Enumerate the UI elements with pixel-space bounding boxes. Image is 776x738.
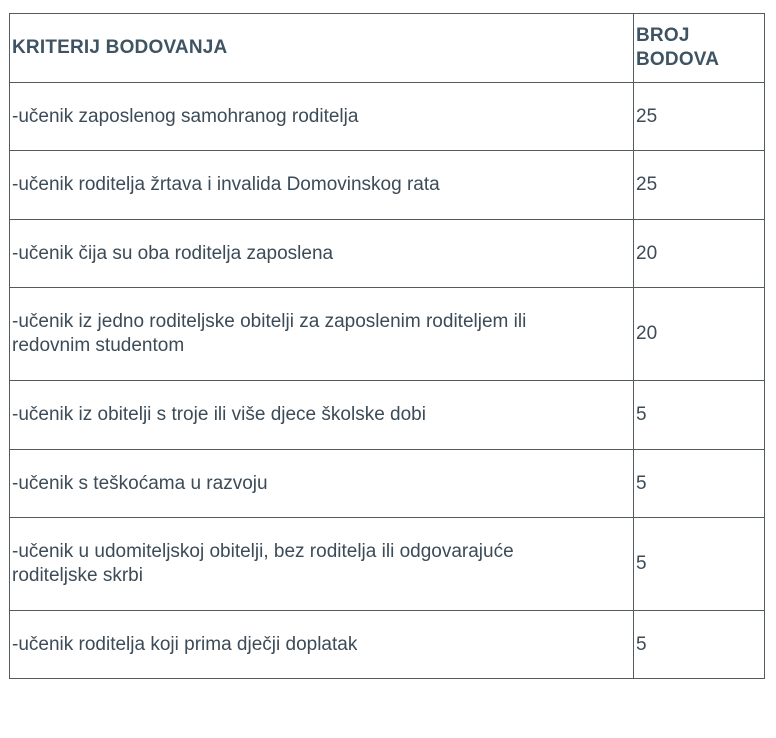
points-cell (634, 450, 765, 518)
table-row (10, 611, 765, 679)
points-value: 5 (636, 633, 647, 655)
points-cell (634, 83, 765, 151)
criterion-text-line2: roditeljske skrbi (12, 565, 143, 586)
criterion-cell (10, 450, 634, 518)
points-value: 5 (636, 472, 647, 494)
criterion-text-line2: redovnim studentom (12, 335, 185, 356)
header-points (634, 14, 765, 83)
header-points-line1: BROJ (636, 25, 690, 46)
header-points-line2: BODOVA (636, 49, 720, 70)
criterion-text: -učenik roditelja koji prima dječji doplatak (12, 633, 358, 655)
points-value: 20 (636, 323, 658, 344)
points-value: 25 (636, 105, 658, 127)
criterion-text: -učenik zaposlenog samohranog roditelja (12, 105, 359, 127)
criterion-text: -učenik roditelja žrtava i invalida Domovinskog rata (12, 174, 440, 195)
table-header-row (10, 14, 765, 83)
table-row (10, 151, 765, 220)
criterion-cell (10, 83, 634, 151)
table-row (10, 518, 765, 611)
criterion-text-line1: -učenik u udomiteljskoj obitelji, bez roditelja ili odgovarajuće (12, 541, 514, 562)
points-value: 5 (636, 553, 647, 574)
table-row (10, 288, 765, 381)
table-row (10, 83, 765, 151)
points-value: 20 (636, 242, 658, 264)
criterion-text-line1: -učenik iz jedno roditeljske obitelji za zaposlenim roditeljem ili (12, 311, 527, 332)
points-value: 25 (636, 174, 658, 195)
points-cell (634, 288, 765, 381)
criterion-cell (10, 518, 634, 611)
criterion-text: -učenik iz obitelji s troje ili više djece školske dobi (12, 404, 426, 425)
criterion-cell (10, 611, 634, 679)
points-cell (634, 220, 765, 288)
criterion-cell (10, 288, 634, 381)
header-criterion (10, 14, 634, 83)
table-row (10, 381, 765, 450)
criterion-cell (10, 381, 634, 450)
points-cell (634, 381, 765, 450)
points-cell (634, 611, 765, 679)
points-cell (634, 151, 765, 220)
criterion-text: -učenik čija su oba roditelja zaposlena (12, 242, 334, 264)
scoring-criteria-table (9, 13, 765, 679)
criterion-cell (10, 151, 634, 220)
header-criterion-label: KRITERIJ BODOVANJA (12, 37, 228, 58)
criterion-cell (10, 220, 634, 288)
criterion-text: -učenik s teškoćama u razvoju (12, 472, 268, 494)
points-cell (634, 518, 765, 611)
table-row (10, 220, 765, 288)
points-value: 5 (636, 404, 647, 425)
table-row (10, 450, 765, 518)
